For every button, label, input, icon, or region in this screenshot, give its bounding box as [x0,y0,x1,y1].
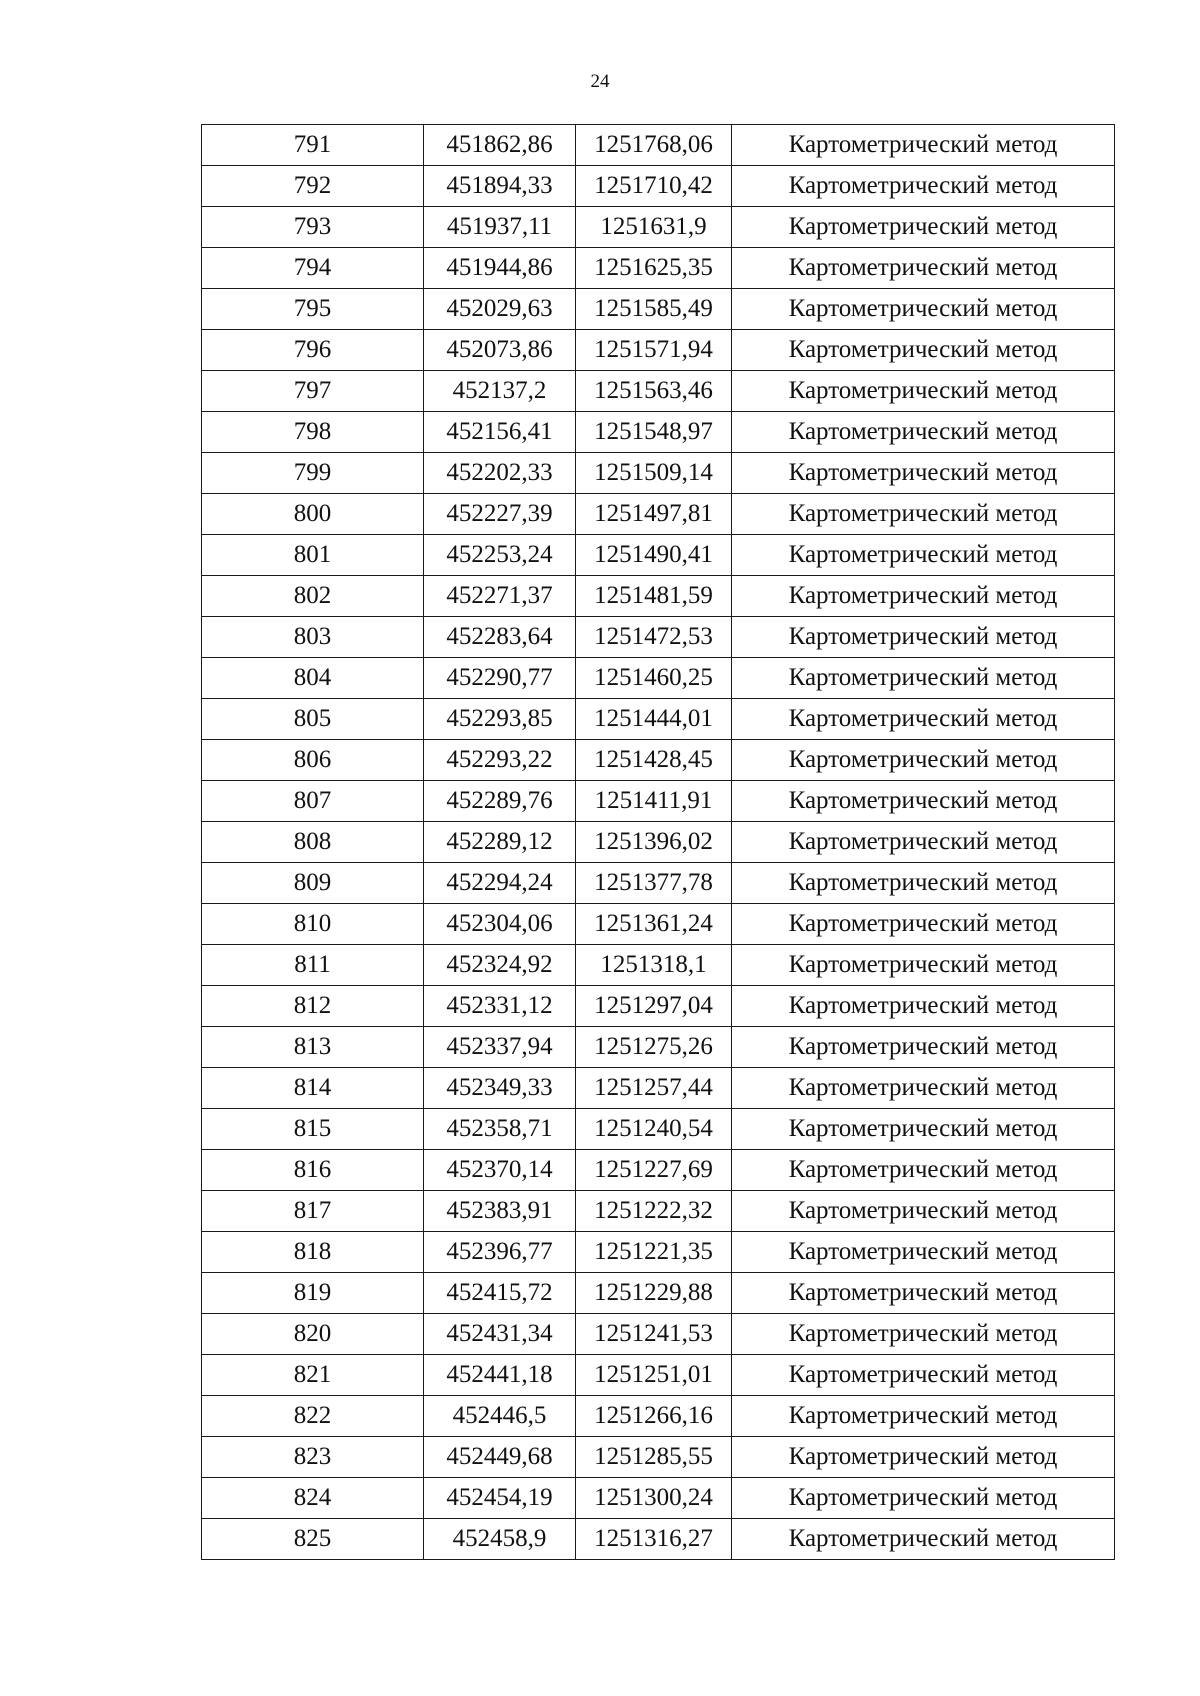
y-coordinate-cell: 1251411,91 [576,781,732,822]
x-coordinate-cell: 451944,86 [424,248,576,289]
y-coordinate-cell: 1251428,45 [576,740,732,781]
point-number-cell: 805 [202,699,424,740]
y-coordinate-cell: 1251481,59 [576,576,732,617]
method-cell: Картометрический метод [732,781,1115,822]
coordinates-table-body [202,125,1115,1560]
x-coordinate-cell: 452289,12 [424,822,576,863]
x-coordinate-cell: 452349,33 [424,1068,576,1109]
table-row [202,166,1115,207]
method-cell: Картометрический метод [732,1273,1115,1314]
table-row [202,781,1115,822]
point-number-cell: 800 [202,494,424,535]
y-coordinate-cell: 1251377,78 [576,863,732,904]
method-cell: Картометрический метод [732,1478,1115,1519]
y-coordinate-cell: 1251396,02 [576,822,732,863]
y-coordinate-cell: 1251240,54 [576,1109,732,1150]
point-number-cell: 817 [202,1191,424,1232]
method-cell: Картометрический метод [732,1314,1115,1355]
table-row [202,1150,1115,1191]
y-coordinate-cell: 1251241,53 [576,1314,732,1355]
method-cell: Картометрический метод [732,1355,1115,1396]
method-cell: Картометрический метод [732,822,1115,863]
point-number-cell: 802 [202,576,424,617]
y-coordinate-cell: 1251229,88 [576,1273,732,1314]
method-cell: Картометрический метод [732,207,1115,248]
table-row [202,125,1115,166]
point-number-cell: 801 [202,535,424,576]
y-coordinate-cell: 1251316,27 [576,1519,732,1560]
table-row [202,904,1115,945]
table-row [202,617,1115,658]
x-coordinate-cell: 452304,06 [424,904,576,945]
coordinates-table [201,124,1115,1560]
method-cell: Картометрический метод [732,412,1115,453]
x-coordinate-cell: 452449,68 [424,1437,576,1478]
y-coordinate-cell: 1251297,04 [576,986,732,1027]
method-cell: Картометрический метод [732,1109,1115,1150]
y-coordinate-cell: 1251490,41 [576,535,732,576]
table-row [202,535,1115,576]
point-number-cell: 821 [202,1355,424,1396]
table-row [202,658,1115,699]
y-coordinate-cell: 1251460,25 [576,658,732,699]
point-number-cell: 796 [202,330,424,371]
table-row [202,1068,1115,1109]
x-coordinate-cell: 452293,22 [424,740,576,781]
x-coordinate-cell: 452454,19 [424,1478,576,1519]
point-number-cell: 807 [202,781,424,822]
x-coordinate-cell: 452227,39 [424,494,576,535]
y-coordinate-cell: 1251257,44 [576,1068,732,1109]
table-row [202,1232,1115,1273]
table-row [202,1519,1115,1560]
table-row [202,576,1115,617]
method-cell: Картометрический метод [732,699,1115,740]
method-cell: Картометрический метод [732,494,1115,535]
method-cell: Картометрический метод [732,904,1115,945]
x-coordinate-cell: 452283,64 [424,617,576,658]
method-cell: Картометрический метод [732,1150,1115,1191]
y-coordinate-cell: 1251768,06 [576,125,732,166]
table-row [202,1109,1115,1150]
point-number-cell: 824 [202,1478,424,1519]
y-coordinate-cell: 1251710,42 [576,166,732,207]
x-coordinate-cell: 452415,72 [424,1273,576,1314]
table-row [202,822,1115,863]
y-coordinate-cell: 1251444,01 [576,699,732,740]
table-row [202,453,1115,494]
x-coordinate-cell: 451894,33 [424,166,576,207]
method-cell: Картометрический метод [732,330,1115,371]
y-coordinate-cell: 1251275,26 [576,1027,732,1068]
table-row [202,494,1115,535]
table-row [202,740,1115,781]
table-row [202,1191,1115,1232]
x-coordinate-cell: 452358,71 [424,1109,576,1150]
method-cell: Картометрический метод [732,740,1115,781]
point-number-cell: 806 [202,740,424,781]
table-row [202,1396,1115,1437]
x-coordinate-cell: 452156,41 [424,412,576,453]
method-cell: Картометрический метод [732,453,1115,494]
point-number-cell: 795 [202,289,424,330]
y-coordinate-cell: 1251585,49 [576,289,732,330]
point-number-cell: 820 [202,1314,424,1355]
x-coordinate-cell: 452293,85 [424,699,576,740]
point-number-cell: 804 [202,658,424,699]
point-number-cell: 792 [202,166,424,207]
x-coordinate-cell: 452294,24 [424,863,576,904]
table-row [202,1437,1115,1478]
y-coordinate-cell: 1251300,24 [576,1478,732,1519]
y-coordinate-cell: 1251472,53 [576,617,732,658]
x-coordinate-cell: 452441,18 [424,1355,576,1396]
point-number-cell: 799 [202,453,424,494]
y-coordinate-cell: 1251318,1 [576,945,732,986]
method-cell: Картометрический метод [732,945,1115,986]
x-coordinate-cell: 452202,33 [424,453,576,494]
method-cell: Картометрический метод [732,576,1115,617]
point-number-cell: 823 [202,1437,424,1478]
table-row [202,1355,1115,1396]
table-row [202,945,1115,986]
point-number-cell: 798 [202,412,424,453]
method-cell: Картометрический метод [732,289,1115,330]
table-row [202,330,1115,371]
y-coordinate-cell: 1251563,46 [576,371,732,412]
method-cell: Картометрический метод [732,1437,1115,1478]
point-number-cell: 808 [202,822,424,863]
method-cell: Картометрический метод [732,658,1115,699]
method-cell: Картометрический метод [732,1068,1115,1109]
point-number-cell: 811 [202,945,424,986]
table-row [202,248,1115,289]
table-row [202,289,1115,330]
x-coordinate-cell: 452073,86 [424,330,576,371]
x-coordinate-cell: 452271,37 [424,576,576,617]
y-coordinate-cell: 1251631,9 [576,207,732,248]
method-cell: Картометрический метод [732,986,1115,1027]
x-coordinate-cell: 452370,14 [424,1150,576,1191]
x-coordinate-cell: 452137,2 [424,371,576,412]
method-cell: Картометрический метод [732,1396,1115,1437]
point-number-cell: 809 [202,863,424,904]
y-coordinate-cell: 1251227,69 [576,1150,732,1191]
y-coordinate-cell: 1251221,35 [576,1232,732,1273]
x-coordinate-cell: 452458,9 [424,1519,576,1560]
x-coordinate-cell: 451937,11 [424,207,576,248]
point-number-cell: 825 [202,1519,424,1560]
table-row [202,412,1115,453]
y-coordinate-cell: 1251361,24 [576,904,732,945]
y-coordinate-cell: 1251222,32 [576,1191,732,1232]
point-number-cell: 822 [202,1396,424,1437]
table-row [202,986,1115,1027]
x-coordinate-cell: 452396,77 [424,1232,576,1273]
point-number-cell: 791 [202,125,424,166]
y-coordinate-cell: 1251285,55 [576,1437,732,1478]
method-cell: Картометрический метод [732,535,1115,576]
y-coordinate-cell: 1251625,35 [576,248,732,289]
point-number-cell: 814 [202,1068,424,1109]
x-coordinate-cell: 452029,63 [424,289,576,330]
table-row [202,699,1115,740]
x-coordinate-cell: 452289,76 [424,781,576,822]
method-cell: Картометрический метод [732,1519,1115,1560]
method-cell: Картометрический метод [732,863,1115,904]
table-row [202,1478,1115,1519]
table-row [202,863,1115,904]
x-coordinate-cell: 452337,94 [424,1027,576,1068]
point-number-cell: 813 [202,1027,424,1068]
point-number-cell: 815 [202,1109,424,1150]
method-cell: Картометрический метод [732,166,1115,207]
point-number-cell: 803 [202,617,424,658]
x-coordinate-cell: 451862,86 [424,125,576,166]
method-cell: Картометрический метод [732,248,1115,289]
table-row [202,1027,1115,1068]
point-number-cell: 819 [202,1273,424,1314]
method-cell: Картометрический метод [732,1027,1115,1068]
y-coordinate-cell: 1251571,94 [576,330,732,371]
x-coordinate-cell: 452331,12 [424,986,576,1027]
point-number-cell: 797 [202,371,424,412]
y-coordinate-cell: 1251266,16 [576,1396,732,1437]
method-cell: Картометрический метод [732,371,1115,412]
table-row [202,1273,1115,1314]
method-cell: Картометрический метод [732,1191,1115,1232]
method-cell: Картометрический метод [732,617,1115,658]
point-number-cell: 818 [202,1232,424,1273]
x-coordinate-cell: 452431,34 [424,1314,576,1355]
point-number-cell: 812 [202,986,424,1027]
y-coordinate-cell: 1251251,01 [576,1355,732,1396]
y-coordinate-cell: 1251509,14 [576,453,732,494]
x-coordinate-cell: 452383,91 [424,1191,576,1232]
point-number-cell: 793 [202,207,424,248]
point-number-cell: 810 [202,904,424,945]
table-row [202,371,1115,412]
x-coordinate-cell: 452253,24 [424,535,576,576]
x-coordinate-cell: 452290,77 [424,658,576,699]
method-cell: Картометрический метод [732,1232,1115,1273]
x-coordinate-cell: 452324,92 [424,945,576,986]
point-number-cell: 794 [202,248,424,289]
table-row [202,1314,1115,1355]
table-row [202,207,1115,248]
point-number-cell: 816 [202,1150,424,1191]
method-cell: Картометрический метод [732,125,1115,166]
page-number: 24 [590,71,610,92]
y-coordinate-cell: 1251497,81 [576,494,732,535]
x-coordinate-cell: 452446,5 [424,1396,576,1437]
y-coordinate-cell: 1251548,97 [576,412,732,453]
